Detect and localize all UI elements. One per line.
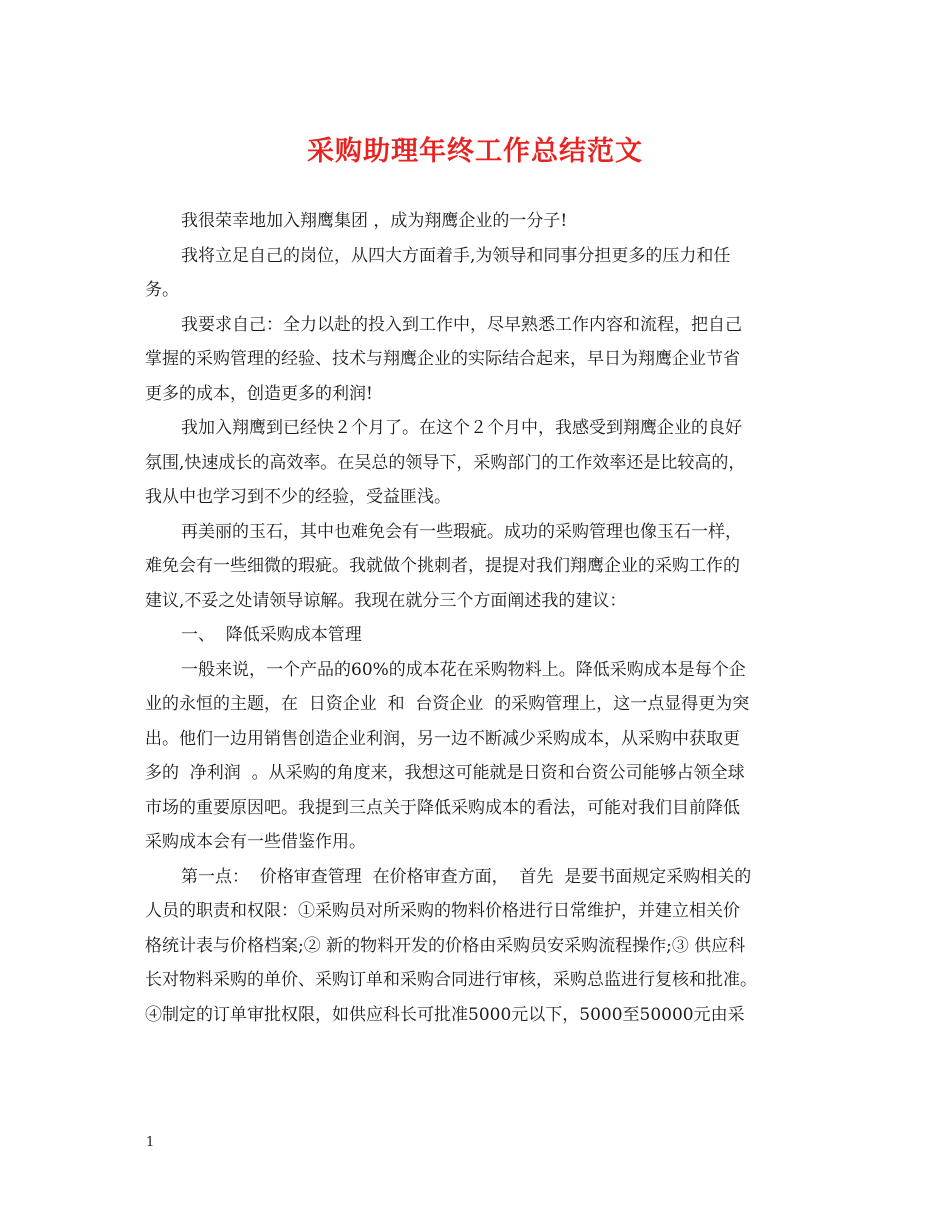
paragraph-line: 人员的职责和权限：①采购员对所采购的物料价格进行日常维护，并建立相关价 xyxy=(145,901,740,921)
paragraph-line: 一般来说，一个产品的60%的成本花在采购物料上。降低采购成本是每个企 xyxy=(181,659,746,680)
paragraph-line: 我加入翔鹰到已经快２个月了。在这个２个月中，我感受到翔鹰企业的良好 xyxy=(181,418,742,438)
paragraph-line: 第一点： 价格审查管理 在价格审查方面， 首先 是要书面规定采购相关的 xyxy=(181,866,752,887)
paragraph-line: 多的 净利润 。从采购的角度来，我想这可能就是日资和台资公司能够占领全球 xyxy=(145,763,745,783)
page-title: 采购助理年终工作总结范文 xyxy=(307,136,643,167)
paragraph-line: ④制定的订单审批权限，如供应科长可批准5000元以下，5000至50000元由采 xyxy=(145,1004,745,1025)
paragraph-line: 市场的重要原因吧。我提到三点关于降低采购成本的看法，可能对我们目前降低 xyxy=(145,797,740,818)
page-number: 1 xyxy=(146,1135,155,1150)
document-body xyxy=(145,204,810,1032)
paragraph-line: 出。他们一边用销售创造企业利润，另一边不断减少采购成本，从采购中获取更 xyxy=(145,728,740,749)
paragraph-line: 掌握的采购管理的经验、技术与翔鹰企业的实际结合起来，早日为翔鹰企业节省 xyxy=(145,349,740,369)
paragraph-line: 我很荣幸地加入翔鹰集团 ，成为翔鹰企业的一分子! xyxy=(181,211,568,231)
paragraph-line: 务。 xyxy=(145,280,179,300)
paragraph-line: 我将立足自己的岗位，从四大方面着手,为领导和同事分担更多的压力和任 xyxy=(181,245,731,266)
paragraph-line: 再美丽的玉石，其中也难免会有一些瑕疵。成功的采购管理也像玉石一样， xyxy=(181,521,742,542)
paragraph-line: 更多的成本，创造更多的利润! xyxy=(145,383,373,404)
paragraph-line: 我从中也学习到不少的经验，受益匪浅。 xyxy=(145,487,451,507)
paragraph-line: 难免会有一些细微的瑕疵。我就做个挑刺者，提提对我们翔鹰企业的采购工作的 xyxy=(145,556,740,576)
paragraph-line: 我要求自己：全力以赴的投入到工作中，尽早熟悉工作内容和流程，把自己 xyxy=(181,314,742,335)
paragraph-line: 格统计表与价格档案;② 新的物料开发的价格由采购员安采购流程操作;③ 供应科 xyxy=(145,935,746,956)
section-heading: 一、 降低采购成本管理 xyxy=(181,625,362,645)
paragraph-line: 建议,不妥之处请领导谅解。我现在就分三个方面阐述我的建议： xyxy=(145,590,627,611)
paragraph-line: 氛围,快速成长的高效率。在吴总的领导下，采购部门的工作效率还是比较高的， xyxy=(145,452,746,473)
paragraph-line: 业的永恒的主题，在 日资企业 和 台资企业 的采购管理上，这一点显得更为突 xyxy=(145,694,750,714)
paragraph-line: 采购成本会有一些借鉴作用。 xyxy=(145,832,366,852)
paragraph-line: 长对物料采购的单价、采购订单和采购合同进行审核，采购总监进行复核和批准。 xyxy=(145,970,757,990)
